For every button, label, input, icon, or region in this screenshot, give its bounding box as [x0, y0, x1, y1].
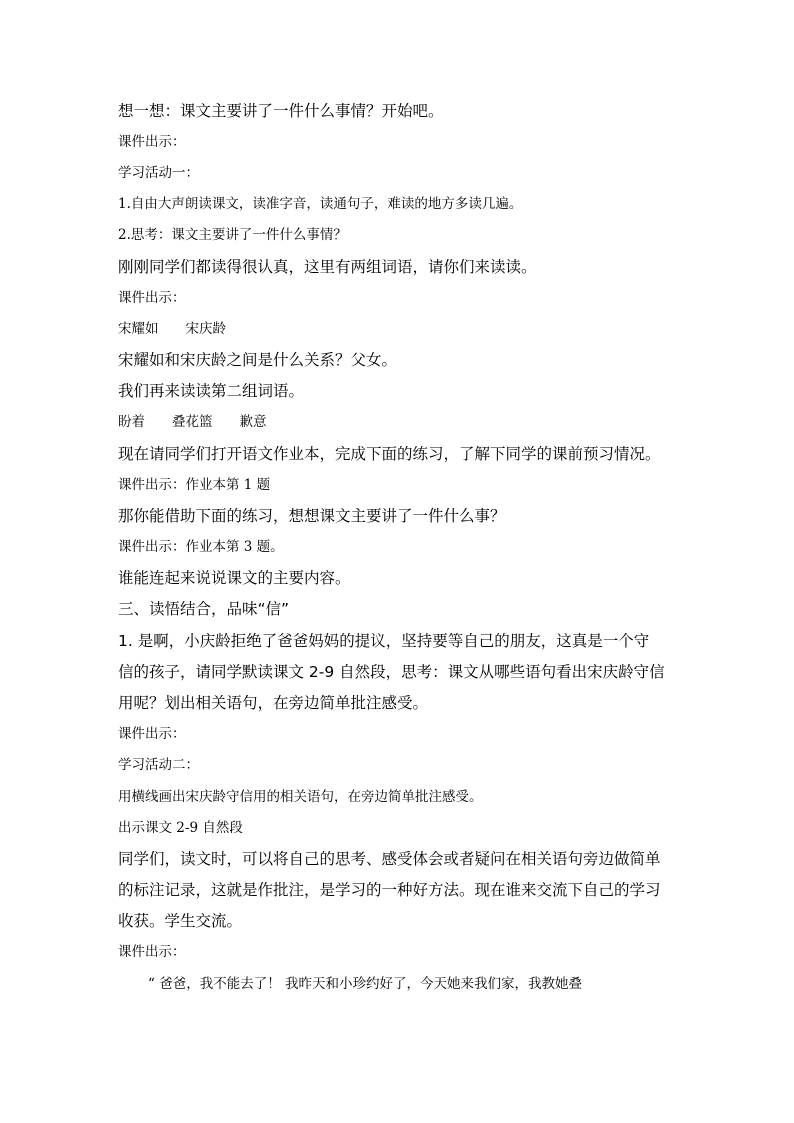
text-line-2: 课件出示：	[118, 134, 186, 150]
text-line-27: 收获。学生交流。	[118, 912, 243, 930]
text-line-15: 课件出示：作业本第 3 题。	[118, 539, 284, 555]
text-line-1: 想一想：课文主要讲了一件什么事情？开始吧。	[118, 102, 444, 120]
text-line-16: 谁能连起来说说课文的主要内容。	[118, 569, 351, 587]
text-line-13: 课件出示：作业本第 1 题	[118, 477, 271, 493]
text-line-29: “ 爸爸，我不能去了！ 我昨天和小珍约好了，今天她来我们家，我教她叠	[148, 976, 582, 992]
section-heading: 三、读悟结合，品味“信”	[118, 600, 290, 618]
text-line-18: 1. 是啊，小庆龄拒绝了爸爸妈妈的提议，坚持要等自己的朋友，这真是一个守	[118, 632, 650, 650]
text-line-24: 出示课文 2-9 自然段	[118, 820, 243, 836]
text-line-7: 课件出示：	[118, 290, 186, 306]
text-line-19: 信的孩子，请同学默读课文 2-9 自然段，思考：课文从哪些语句看出宋庆龄守信	[118, 663, 665, 681]
text-line-22: 学习活动二：	[118, 757, 199, 773]
text-line-10: 我们再来读读第二组词语。	[118, 382, 305, 400]
text-line-3: 学习活动一：	[118, 165, 199, 181]
text-line-26: 的标注记录，这就是作批注，是学习的一种好方法。现在谁来交流下自己的学习	[118, 881, 661, 899]
text-line-21: 课件出示：	[118, 726, 186, 742]
text-line-9: 宋耀如和宋庆龄之间是什么关系？父女。	[118, 351, 398, 369]
text-line-23: 用横线画出宋庆龄守信用的相关语句，在旁边简单批注感受。	[118, 789, 483, 805]
text-line-4: 1.自由大声朗读课文，读准字音，读通句子，难读的地方多读几遍。	[118, 196, 523, 212]
text-line-28: 课件出示：	[118, 944, 186, 960]
text-line-14: 那你能借助下面的练习，想想课文主要讲了一件什么事？	[118, 507, 506, 525]
text-line-11: 盼着 叠花篮 歉意	[118, 414, 267, 430]
text-line-20: 用呢？划出相关语句，在旁边简单批注感受。	[118, 694, 429, 712]
text-line-8: 宋耀如 宋庆龄	[118, 321, 226, 337]
text-line-12: 现在请同学们打开语文作业本，完成下面的练习，了解下同学的课前预习情况。	[118, 445, 661, 463]
text-line-6: 刚刚同学们都读得很认真，这里有两组词语，请你们来读读。	[118, 258, 537, 276]
text-line-5: 2.思考：课文主要讲了一件什么事情？	[118, 227, 347, 243]
text-line-25: 同学们，读文时，可以将自己的思考、感受体会或者疑问在相关语句旁边做简单	[118, 850, 661, 868]
